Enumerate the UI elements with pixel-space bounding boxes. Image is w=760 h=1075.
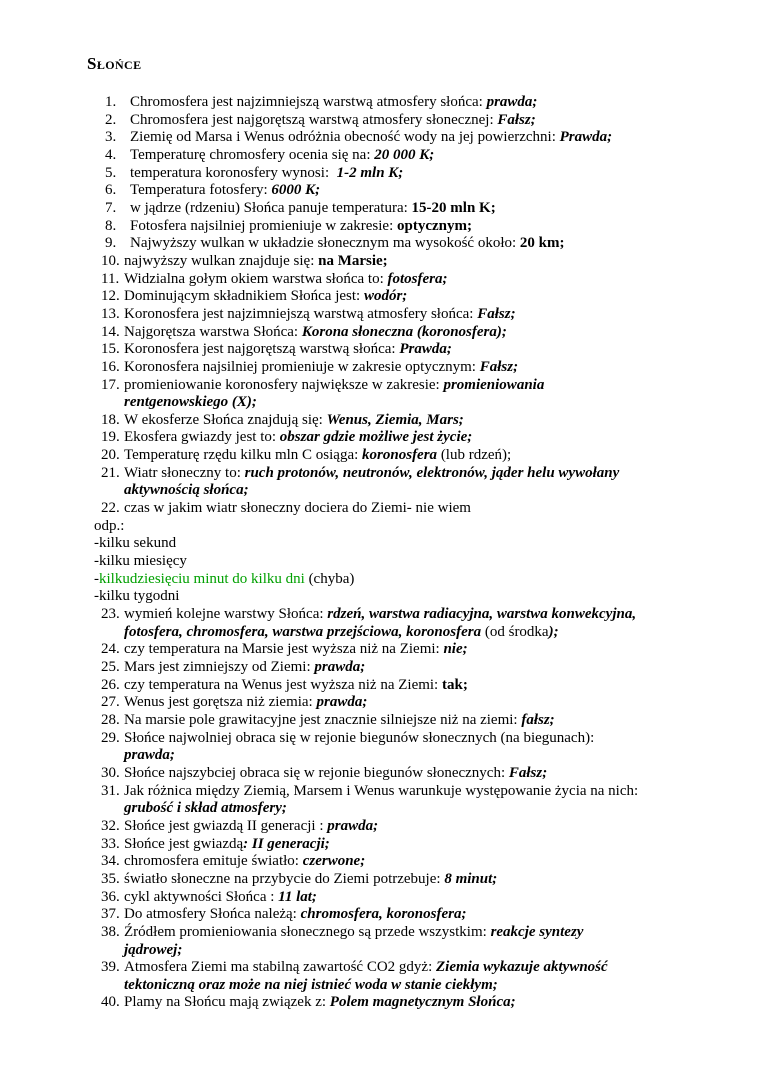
answer-option-text: [94, 571, 694, 589]
list-item-number: 13.: [101, 305, 120, 322]
answer-option-line: [94, 588, 694, 606]
list-item-number: 2.: [105, 111, 117, 128]
text-segment: -: [94, 570, 99, 587]
list-item-number: 24.: [101, 641, 120, 658]
text-segment: Widzialna gołym okiem warstwa słońca to:: [124, 270, 388, 287]
list-item-number: 22.: [101, 500, 120, 517]
list-item-number: 32.: [101, 817, 120, 834]
text-segment: -kilku miesięcy: [94, 553, 187, 570]
list-item-text: [124, 341, 694, 359]
list-item-number: 15.: [101, 341, 120, 358]
text-segment: rdzeń, warstwa radiacyjna, warstwa konwekcyjna,: [327, 606, 637, 623]
text-segment: Temperatura fotosfery:: [130, 182, 272, 199]
answer-option-line: [94, 571, 694, 589]
list-item-text: [124, 306, 694, 324]
list-item-text: [124, 994, 694, 1012]
list-item-text: [130, 112, 694, 130]
text-segment: czas w jakim wiatr słoneczny dociera do Ziemi- nie wiem: [124, 500, 471, 517]
text-segment: wymień kolejne warstwy Słońca:: [124, 606, 328, 623]
list-item: [94, 165, 694, 183]
list-item: [94, 765, 694, 783]
text-segment: Słońce jest gwiazdą II generacji :: [124, 817, 328, 834]
text-segment: w jądrze (rdzeniu) Słońca panuje temperatura:: [130, 199, 412, 216]
text-segment: aktywnością słońca;: [124, 482, 249, 499]
text-segment: Dominującym składnikiem Słońca jest:: [124, 288, 364, 305]
list-item-text: [124, 730, 694, 765]
list-item-text: [124, 783, 694, 818]
text-segment: optycznym;: [397, 217, 473, 234]
list-item-text: [130, 182, 694, 200]
text-segment: prawda;: [314, 659, 366, 675]
text-segment: grubość i skład atmosfery;: [124, 800, 287, 817]
list-item: [94, 783, 694, 818]
question-list: [94, 94, 694, 1012]
list-item: [94, 271, 694, 289]
text-segment: Na marsie pole grawitacyjne jest znacznie silniejsze niż na ziemi:: [124, 711, 522, 728]
text-segment: chromosfera emituje światło:: [124, 853, 303, 870]
text-segment: Chromosfera jest najzimniejszą warstwą atmosfery słońca:: [130, 94, 487, 110]
text-segment: tektoniczną oraz może na niej istnieć woda w stanie ciekłym;: [124, 976, 498, 993]
list-item-text: [124, 500, 694, 518]
list-item-number: 27.: [101, 694, 120, 711]
text-segment: najwyższy wulkan znajduje się:: [124, 252, 319, 269]
list-item: [94, 447, 694, 465]
list-item-text: [124, 906, 694, 924]
list-item-number: 11.: [101, 270, 120, 287]
answer-option-text: [94, 535, 694, 553]
list-item-text: [124, 288, 694, 306]
list-item: [94, 429, 694, 447]
text-segment: jądrowej;: [124, 941, 183, 958]
list-item: [94, 871, 694, 889]
text-segment: Temperaturę chromosfery ocenia się na:: [130, 146, 375, 163]
list-item: [94, 359, 694, 377]
list-item-text: [130, 218, 694, 236]
list-item: [94, 818, 694, 836]
list-item: [94, 500, 694, 518]
list-item-number: 30.: [101, 764, 120, 781]
list-item-text: [124, 271, 694, 289]
list-item: [94, 924, 694, 959]
text-segment: Fotosfera najsilniej promieniuje w zakresie:: [130, 217, 398, 234]
list-item-text: [124, 447, 694, 465]
list-item-text: [130, 165, 694, 183]
list-item: [94, 235, 694, 253]
list-item-number: 34.: [101, 853, 120, 870]
list-item: [94, 641, 694, 659]
list-item-number: 10.: [101, 252, 120, 269]
text-segment: Mars jest zimniejszy od Ziemi:: [124, 659, 315, 675]
text-segment: czy temperatura na Wenus jest wyższa niż na Ziemi:: [124, 676, 442, 693]
answer-option-line: [94, 553, 694, 571]
list-item: [94, 253, 694, 271]
text-segment: Ziemię od Marsa i Wenus odróżnia obecność wody na jej powierzchni:: [130, 129, 560, 146]
list-item-number: 25.: [101, 659, 120, 675]
text-segment: Atmosfera Ziemi ma stabilną zawartość CO2 gdyż:: [124, 959, 436, 976]
text-segment: fotosfera;: [387, 270, 448, 287]
list-item-number: 23.: [101, 606, 120, 623]
list-item: [94, 112, 694, 130]
text-segment: nie;: [443, 641, 468, 658]
text-segment: Koronosfera jest najgorętszą warstwą słońca:: [124, 341, 400, 358]
list-item-number: 19.: [101, 429, 120, 446]
list-item: [94, 853, 694, 871]
list-item: [94, 218, 694, 236]
list-item-text: [124, 853, 694, 871]
text-segment: -kilku sekund: [94, 535, 177, 552]
list-item-text: [124, 924, 694, 959]
list-item: [94, 412, 694, 430]
text-segment: (lub rdzeń);: [437, 447, 512, 464]
text-segment: na Marsie;: [318, 252, 388, 269]
list-item-text: [124, 871, 694, 889]
list-item-text: [124, 765, 694, 783]
text-segment: obszar gdzie możliwe jest życie;: [279, 429, 473, 446]
list-item-number: 33.: [101, 835, 120, 852]
text-segment: Ziemia wykazuje aktywność: [436, 959, 608, 976]
text-segment: prawda;: [327, 817, 379, 834]
list-item-text: [124, 712, 694, 730]
list-item: [94, 306, 694, 324]
text-segment: temperatura koronosfery wynosi:: [130, 164, 337, 181]
list-item-number: 28.: [101, 711, 120, 728]
list-item-number: 40.: [101, 994, 120, 1011]
answer-option-text: [94, 588, 694, 606]
text-segment: czerwone;: [302, 853, 366, 870]
text-segment: Koronosfera jest najzimniejszą warstwą atmosfery słońca:: [124, 305, 478, 322]
text-segment: wodór;: [363, 288, 408, 305]
text-segment: tak;: [441, 676, 468, 693]
text-segment: rentgenowskiego (X);: [124, 394, 257, 411]
answer-option-text: [94, 553, 694, 571]
list-item: [94, 200, 694, 218]
list-item: [94, 994, 694, 1012]
text-segment: Słońce najwolniej obraca się w rejonie biegunów słonecznych (na biegunach):: [124, 729, 595, 746]
list-item: [94, 694, 694, 712]
answer-option-line: [94, 518, 694, 536]
list-item: [94, 147, 694, 165]
text-segment: koronosfera: [362, 447, 438, 464]
list-item-number: 3.: [105, 129, 117, 146]
list-item-text: [124, 359, 694, 377]
text-segment: Prawda;: [559, 129, 613, 146]
text-segment: światło słoneczne na przybycie do Ziemi potrzebuje:: [124, 870, 445, 887]
text-segment: cykl aktywności Słońca :: [124, 888, 279, 905]
text-segment: prawda;: [124, 747, 175, 764]
text-segment: prawda;: [486, 94, 538, 110]
list-item-text: [124, 677, 694, 695]
list-item: [94, 465, 694, 500]
list-item-number: 9.: [105, 235, 117, 252]
list-item-number: 31.: [101, 782, 120, 799]
list-item-number: 18.: [101, 411, 120, 428]
text-segment: Polem magnetycznym Słońca;: [329, 994, 516, 1011]
list-item-number: 37.: [101, 906, 120, 923]
list-item-number: 7.: [105, 199, 117, 216]
list-item-text: [130, 129, 694, 147]
text-segment: promieniowania: [443, 376, 545, 393]
text-segment: Plamy na Słońcu mają związek z:: [124, 994, 330, 1011]
text-segment: Źródłem promieniowania słonecznego są przede wszystkim:: [124, 923, 491, 940]
text-segment: 8 minut;: [444, 870, 498, 887]
list-item-text: [124, 429, 694, 447]
list-item-text: [130, 200, 694, 218]
text-segment: W ekosferze Słońca znajdują się:: [124, 411, 327, 428]
list-item-number: 1.: [105, 94, 117, 110]
list-item-number: 35.: [101, 870, 120, 887]
text-segment: Do atmosfery Słońca należą:: [124, 906, 301, 923]
list-item-number: 36.: [101, 888, 120, 905]
list-item-number: 17.: [101, 376, 120, 393]
list-item-number: 21.: [101, 464, 120, 481]
text-segment: Fałsz;: [497, 111, 536, 128]
list-item-text: [130, 147, 694, 165]
list-item-number: 14.: [101, 323, 120, 340]
text-segment: 11 lat;: [278, 888, 317, 905]
text-segment: Najwyższy wulkan w układzie słonecznym ma wysokość około:: [130, 235, 520, 252]
answer-option-line: [94, 535, 694, 553]
list-item-number: 5.: [105, 164, 117, 181]
text-segment: Jak różnica między Ziemią, Marsem i Wenus warunkuje występowanie życia na nich:: [124, 782, 639, 799]
list-item-text: [124, 412, 694, 430]
list-item: [94, 836, 694, 854]
list-item-text: [124, 641, 694, 659]
text-segment: );: [548, 623, 559, 640]
list-item-text: [124, 659, 694, 677]
list-item-text: [124, 253, 694, 271]
list-item: [94, 712, 694, 730]
text-segment: fałsz;: [521, 711, 555, 728]
text-segment: reakcje syntezy: [490, 923, 584, 940]
text-segment: Najgorętsza warstwa Słońca:: [124, 323, 302, 340]
text-segment: ruch protonów, neutronów, elektronów, jąder helu wywołany: [244, 464, 620, 481]
list-item: [94, 959, 694, 994]
list-item: [94, 906, 694, 924]
text-segment: Wenus, Ziemia, Mars;: [326, 411, 464, 428]
list-item-text: [130, 94, 694, 112]
text-segment: Fałsz;: [477, 305, 516, 322]
list-item: [94, 606, 694, 641]
list-item: [94, 129, 694, 147]
text-segment: odp.:: [94, 517, 125, 534]
list-item: [94, 677, 694, 695]
text-segment: Wiatr słoneczny to:: [124, 464, 245, 481]
list-item-number: 26.: [101, 676, 120, 693]
text-segment: Prawda;: [399, 341, 452, 358]
text-segment: Fałsz;: [508, 764, 548, 781]
list-item: [94, 341, 694, 359]
list-item-number: 38.: [101, 923, 120, 940]
list-item: [94, 730, 694, 765]
list-item-number: 20.: [101, 447, 120, 464]
text-segment: (chyba): [304, 570, 355, 587]
text-segment: chromosfera, koronosfera;: [300, 906, 467, 923]
list-item-number: 16.: [101, 358, 120, 375]
answer-option-text: [94, 518, 694, 536]
list-item: [94, 889, 694, 907]
text-segment: 20 000 K;: [374, 146, 435, 163]
list-item: [94, 324, 694, 342]
text-segment: Słońce najszybciej obraca się w rejonie biegunów słonecznych:: [124, 764, 509, 781]
text-segment: Chromosfera jest najgorętszą warstwą atmosfery słonecznej:: [130, 111, 498, 128]
text-segment: Koronosfera najsilniej promieniuje w zakresie optycznym:: [124, 358, 480, 375]
text-segment: Ekosfera gwiazdy jest to:: [124, 429, 280, 446]
text-segment: Fałsz;: [479, 358, 519, 375]
list-item-text: [124, 694, 694, 712]
list-item-text: [124, 836, 694, 854]
list-item-text: [124, 377, 694, 412]
text-segment: 1-2 mln K;: [336, 164, 404, 181]
text-segment: Temperaturę rzędu kilku mln C osiąga:: [124, 447, 363, 464]
list-item-text: [124, 818, 694, 836]
text-segment: : II generacji;: [243, 835, 330, 852]
list-item-text: [124, 889, 694, 907]
list-item-number: 12.: [101, 288, 120, 305]
page-title: Słońce: [87, 54, 142, 73]
list-item-number: 8.: [105, 217, 117, 234]
text-segment: prawda;: [316, 694, 368, 711]
text-segment: -kilku tygodni: [94, 588, 180, 605]
text-segment: (od środka: [481, 623, 549, 640]
text-segment: czy temperatura na Marsie jest wyższa niż na Ziemi:: [124, 641, 444, 658]
text-segment: Korona słoneczna (koronosfera);: [301, 323, 507, 340]
text-segment: Wenus jest gorętsza niż ziemia:: [124, 694, 317, 711]
list-item-number: 39.: [101, 959, 120, 976]
text-segment: promieniowanie koronosfery największe w zakresie:: [124, 376, 444, 393]
list-item-text: [124, 959, 694, 994]
list-item-number: 6.: [105, 182, 117, 199]
highlighted-answer-text: kilkudziesięciu minut do kilku dni: [99, 570, 305, 587]
list-item-number: 4.: [105, 146, 117, 163]
text-segment: Słońce jest gwiazdą: [124, 835, 244, 852]
list-item-number: 29.: [101, 729, 120, 746]
list-item-text: [124, 324, 694, 342]
list-item: [94, 377, 694, 412]
list-item: [94, 94, 694, 112]
list-item-text: [124, 606, 694, 641]
list-item: [94, 659, 694, 677]
text-segment: 15-20 mln K;: [411, 199, 496, 216]
text-segment: 6000 K;: [271, 182, 321, 199]
list-item-text: [124, 465, 694, 500]
text-segment: 20 km;: [519, 235, 565, 252]
list-item: [94, 182, 694, 200]
text-segment: fotosfera, chromosfera, warstwa przejściowa, koronosfera: [124, 623, 482, 640]
list-item: [94, 288, 694, 306]
list-item-text: [130, 235, 694, 253]
